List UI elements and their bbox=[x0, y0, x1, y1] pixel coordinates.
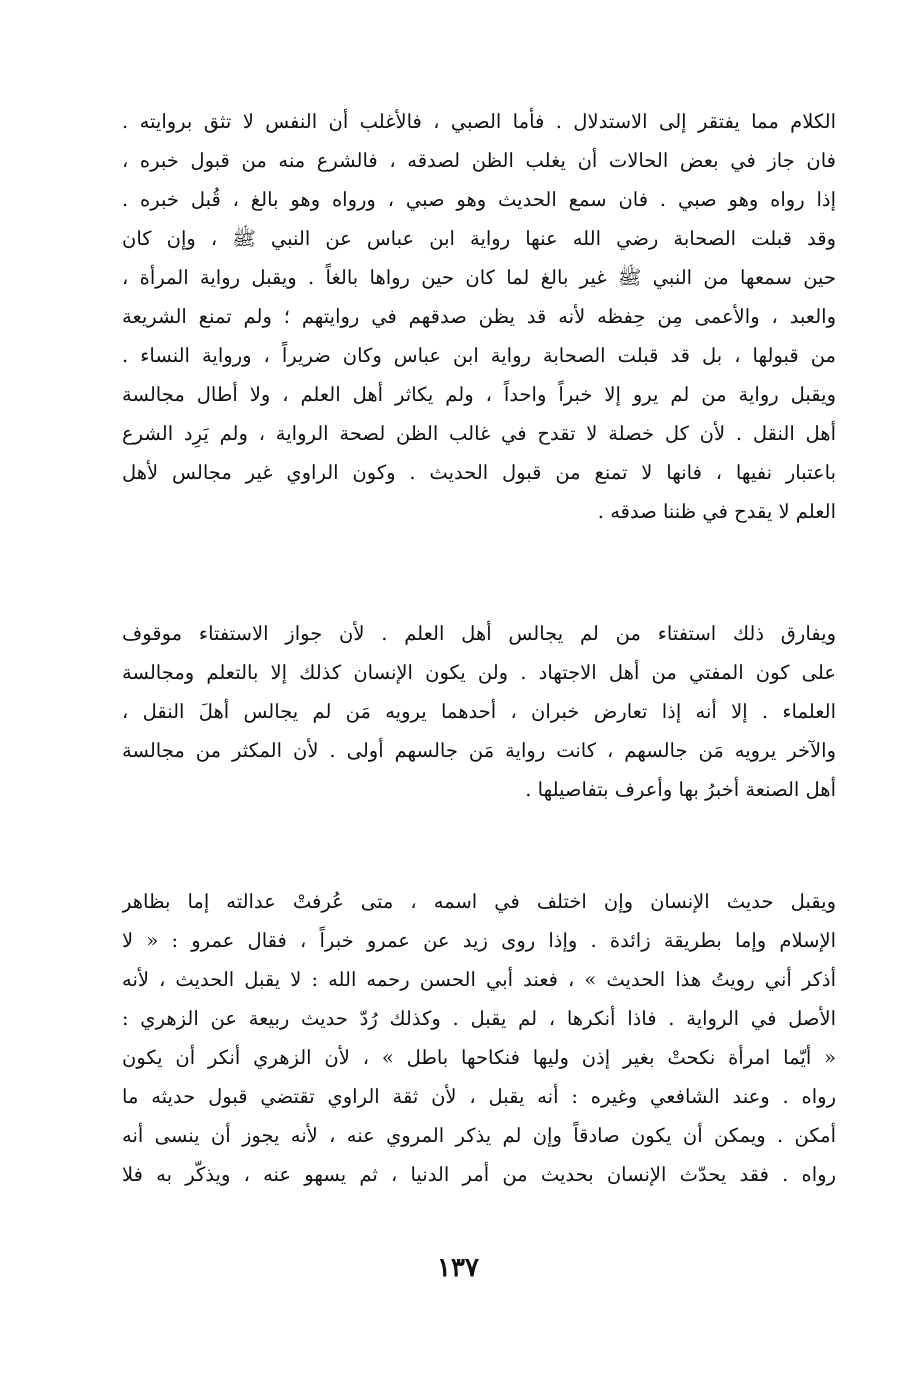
text-line: والعبد ، والأعمى مِن حِفظه لأنه قد يظن صدقهم في روايتهم ؛ ولم تمنع الشريعة bbox=[122, 305, 836, 328]
text-line: العلماء . إلا أنه إذا تعارض خبران ، أحدهما يرويه مَن لم يجالس أهلَ النقل ، bbox=[122, 700, 836, 723]
text-line: الإسلام وإما بطريقة زائدة . وإذا روى زيد عن عمرو خبراً ، فقال عمرو : « لا bbox=[122, 929, 836, 952]
text-line: العلم لا يقدح في ظننا صدقه . bbox=[597, 500, 836, 523]
paragraph-3 bbox=[122, 882, 836, 1194]
text-line: الكلام مما يفتقر إلى الاستدلال . فأما الصبي ، فالأغلب أن النفس لا تثق بروايته . bbox=[122, 110, 836, 133]
text-line: والآخر يرويه مَن جالسهم ، كانت رواية مَن جالسهم أولى . لأن المكثر من مجالسة bbox=[122, 739, 836, 762]
text-line: أذكر أني رويتُ هذا الحديث » ، فعند أبي الحسن رحمه الله : لا يقبل الحديث ، لأنه bbox=[122, 968, 836, 991]
text-line: فان جاز في بعض الحالات أن يغلب الظن لصدقه ، فالشرع منه من قبول خبره ، bbox=[122, 149, 836, 172]
paragraph-1 bbox=[122, 102, 836, 531]
paragraph-2 bbox=[122, 614, 836, 809]
text-line: الأصل في الرواية . فاذا أنكرها ، لم يقبل . وكذلك رُدّ حديث ربيعة عن الزهري : bbox=[122, 1007, 836, 1030]
text-line: ويقبل حديث الإنسان وإن اختلف في اسمه ، متى عُرفتْ عدالته إما بظاهر bbox=[122, 890, 836, 913]
page-number: ١٣٧ bbox=[437, 1253, 479, 1283]
text-line: ويقبل رواية من لم يرو إلا خبراً واحداً ، ولم يكاثر أهل العلم ، ولا أطال مجالسة bbox=[122, 383, 836, 406]
text-line: على كون المفتي من أهل الاجتهاد . ولن يكون الإنسان كذلك إلا بالتعلم ومجالسة bbox=[122, 661, 836, 684]
text-line: رواه . وعند الشافعي وغيره : أنه يقبل ، لأن ثقة الراوي تقتضي قبول حديثه ما bbox=[122, 1085, 836, 1108]
text-line: ويفارق ذلك استفتاء من لم يجالس أهل العلم . لأن جواز الاستفتاء موقوف bbox=[122, 622, 836, 645]
text-line: وقد قبلت الصحابة رضي الله عنها رواية ابن عباس عن النبي ﷺ ، وإن كان bbox=[122, 227, 836, 250]
text-line: أمكن . ويمكن أن يكون صادقاً وإن لم يذكر المروي عنه ، لأنه يجوز أن ينسى أنه bbox=[122, 1124, 836, 1147]
text-line: حين سمعها من النبي ﷺ غير بالغ لما كان حين رواها بالغاً . ويقبل رواية المرأة ، bbox=[122, 266, 836, 289]
text-line: أهل الصنعة أخبرُ بها وأعرف بتفاصيلها . bbox=[525, 778, 836, 801]
text-line: رواه . فقد يحدّث الإنسان بحديث من أمر الدنيا ، ثم يسهو عنه ، ويذكّر به فلا bbox=[122, 1163, 836, 1186]
text-line: « أيّما امرأة نكحتْ بغير إذن وليها فنكاحها باطل » ، لأن الزهري أنكر أن يكون bbox=[122, 1046, 836, 1069]
text-line: أهل النقل . لأن كل خصلة لا تقدح في غالب الظن لصحة الرواية ، ولم يَرِد الشرع bbox=[122, 422, 836, 445]
text-line: باعتبار نفيها ، فانها لا تمنع من قبول الحديث . وكون الراوي غير مجالس لأهل bbox=[122, 461, 836, 484]
text-line: من قبولها ، بل قد قبلت الصحابة رواية ابن عباس وكان ضريراً ، ورواية النساء . bbox=[122, 344, 836, 367]
text-line: إذا رواه وهو صبي . فان سمع الحديث وهو صبي ، ورواه وهو بالغ ، قُبل خبره . bbox=[122, 188, 836, 211]
